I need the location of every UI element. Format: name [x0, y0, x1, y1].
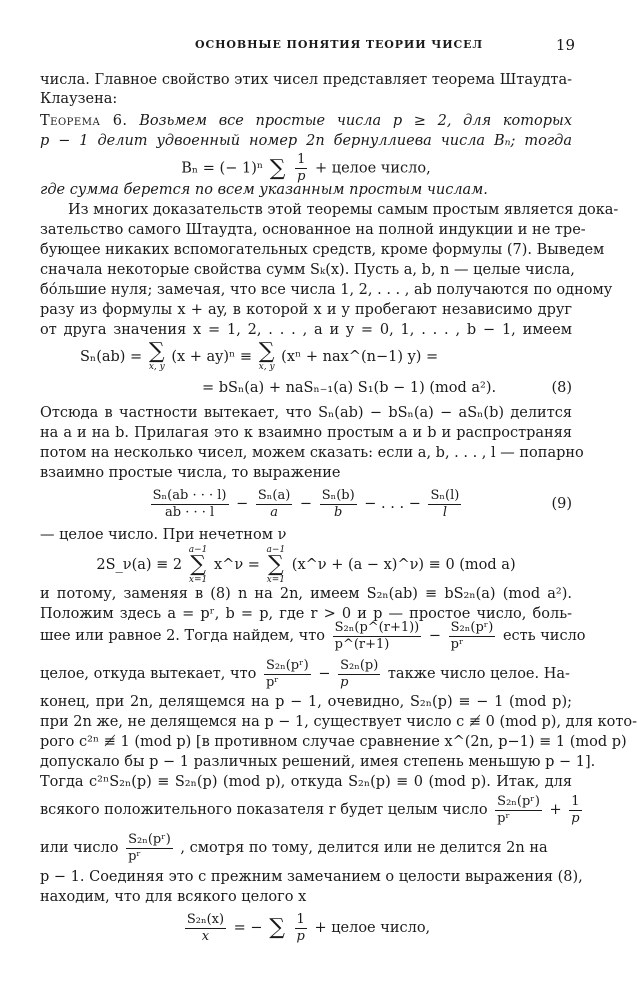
numerator: Sₙ(b)	[321, 487, 355, 503]
text-line: p − 1. Соединяя это с прежним замечанием о целости выражения (8),	[40, 869, 583, 885]
numerator: Sₙ(a)	[257, 487, 291, 503]
fraction	[256, 488, 292, 521]
text-line: — целое число. При нечетном ν	[40, 527, 287, 543]
text-line: p − 1 делит удвоенный номер 2n бернуллиева числа Bₙ; тогда	[40, 133, 572, 149]
formula-part: = bSₙ(a) + naSₙ₋₁(a) S₁(b − 1) (mod a²).	[202, 380, 497, 396]
text-line: бующее никаких вспомогательных средств, кроме формулы (7). Выведем	[40, 242, 605, 258]
text-line: Тогда c²ⁿS₂ₙ(p) ≡ S₂ₙ(p) (mod p), откуда S₂ₙ(p) ≡ 0 (mod p). Итак, для	[40, 774, 572, 790]
text-line-with-fractions: целое, откуда вытекает, что $\frac{\text{S₂ₙ(pʳ)}}{\text{pʳ}}$ − $\frac{\text{S₂ₙ(p)}}{p}$ также число целое. На-	[40, 657, 570, 690]
fraction: $\frac{\text{S₂ₙ(pʳ)}}{\text{pʳ}}$	[128, 831, 171, 864]
formula-part: (xⁿ + nax^(n−1) y) =	[281, 349, 439, 365]
text-line: конец, при 2n, делящемся на p − 1, очевидно, S₂ₙ(p) ≡ − 1 (mod p);	[40, 694, 572, 710]
sum-limits: x, y	[148, 362, 165, 372]
sum-sign: ∑ x, y	[258, 339, 275, 372]
equation-8-line-1	[80, 339, 560, 372]
denominator: ab · · · l	[151, 504, 229, 521]
theorem-statement	[40, 111, 572, 131]
odd-nu-formula	[40, 545, 572, 583]
text-line: потом на несколько чисел, можем сказать: если a, b, . . . , l — попарно	[40, 445, 584, 461]
denominator: l	[428, 504, 461, 521]
fraction: $\frac{\text{S₂ₙ(pʳ)}}{\text{pʳ}}$	[497, 793, 540, 826]
formula-part: − . . . −	[364, 496, 421, 512]
denominator: p	[297, 169, 306, 184]
text-line: где сумма берется по всем указанным простым числам.	[40, 182, 488, 198]
numerator: Sₙ(l)	[430, 487, 460, 503]
numerator: 1	[297, 152, 306, 167]
formula-part: 2S_ν(a) ≡ 2	[96, 557, 183, 573]
text-line: бо́льшие нуля; замечая, что все числа 1, 2, . . . , ab получаются по одному	[40, 282, 613, 298]
page-header	[40, 36, 575, 56]
sum-sign: ∑	[269, 155, 286, 181]
text-line-with-fractions: или число $\frac{\text{S₂ₙ(pʳ)}}{\text{pʳ}}$ , смотря по тому, делится или не делится 2n на	[40, 831, 548, 864]
sum-sign: ∑ x, y	[148, 339, 165, 372]
formula-part: Bₙ = (− 1)ⁿ	[181, 160, 264, 177]
text-line: рого c²ⁿ ≢ 1 (mod p) [в противном случае сравнение x^(2n, p−1) ≡ 1 (mod p)	[40, 734, 627, 750]
text-line: при 2n же, не делящемся на p − 1, существует число c ≢ 0 (mod p), для кото-	[40, 714, 637, 730]
text-line: числа. Главное свойство этих чисел представляет теорема Штаудта-	[40, 72, 572, 88]
text-line: Из многих доказательств этой теоремы самым простым является дока-	[68, 202, 619, 218]
fraction	[320, 488, 357, 521]
equation-number: (8)	[551, 380, 572, 396]
text-line-with-fractions: шее или равное 2. Тогда найдем, что $\frac{\text{S₂ₙ(p\textasciicircum{}(r+1))}}{p\^{}(r+1)}$ − $\frac{\text{S₂ₙ(pʳ)}}{\text{pʳ}}$ есть число	[40, 619, 586, 652]
sum-sign: a−1 ∑ x=1	[188, 545, 208, 585]
text-line: сначала некоторые свойства сумм Sₖ(x). Пусть a, b, n — целые числа,	[40, 262, 575, 278]
text-line: зательство самого Штаудта, основанное на полной индукции и не тре-	[40, 222, 586, 238]
fraction: $\frac{\text{S₂ₙ(pʳ)}}{\text{pʳ}}$	[450, 619, 494, 652]
fraction: $\frac{1}{p}$	[571, 793, 580, 826]
theorem-label: Теорема 6.	[40, 113, 128, 129]
formula-part: (x + ay)ⁿ ≡	[171, 349, 253, 365]
text-line: на a и на b. Прилагая это к взаимно простым a и b и распространяя	[40, 425, 572, 441]
formula-part: (x^ν + (a − x)^ν) ≡ 0 (mod a)	[291, 557, 516, 573]
equation-number: (9)	[551, 496, 572, 512]
fraction	[151, 488, 229, 521]
sum-sign: a−1 ∑ x=1	[266, 545, 286, 585]
text-line: от друга значения x = 1, 2, . . . , a и y = 0, 1, . . . , b − 1, имеем	[40, 322, 572, 338]
theorem-formula	[40, 152, 572, 184]
text-line: допускало бы p − 1 различных решений, имея степень меньшую p − 1].	[40, 754, 596, 770]
fraction: $\frac{\text{S₂ₙ(p\textasciicircum{}(r+1))}}{p\^{}(r+1)}$	[334, 619, 420, 652]
fraction: $\frac{\text{S₂ₙ(p)}}{p}$	[340, 657, 379, 690]
page-number: 19	[555, 36, 575, 54]
fraction: $\frac{1}{p}$	[296, 911, 305, 944]
text-line: Клаузена:	[40, 91, 118, 107]
sum-sign: ∑	[269, 915, 285, 940]
text-line: Отсюда в частности вытекает, что Sₙ(ab) − bSₙ(a) − aSₙ(b) делится	[40, 405, 572, 421]
fraction	[428, 488, 461, 521]
text-line: Положим здесь a = pʳ, b = p, где r > 0 и p — простое число, боль-	[40, 606, 572, 622]
formula-part: x^ν =	[214, 557, 260, 573]
final-formula: $\frac{\text{S₂ₙ(x)}}{x}$ = − ∑ $\frac{1}{p}$ + целое число,	[186, 911, 431, 944]
sum-limits: x, y	[258, 362, 275, 372]
fraction: $\frac{\text{S₂ₙ(pʳ)}}{\text{pʳ}}$	[265, 657, 309, 690]
running-title: ОСНОВНЫЕ ПОНЯТИЯ ТЕОРИИ ЧИСЕЛ	[195, 38, 484, 51]
numerator: Sₙ(ab · · · l)	[152, 487, 227, 503]
denominator: a	[256, 504, 292, 521]
denominator: b	[320, 504, 357, 521]
text-line: находим, что для всякого целого x	[40, 889, 307, 905]
text-line: разу из формулы x + ay, в которой x и y пробегают независимо друг	[40, 302, 572, 318]
fraction: $\frac{\text{S₂ₙ(x)}}{x}$	[186, 911, 225, 944]
formula-part: + целое число,	[315, 160, 431, 177]
text-line: взаимно простые числа, то выражение	[40, 465, 341, 481]
formula-part: Sₙ(ab) =	[80, 349, 143, 365]
equation-8-line-2	[202, 378, 572, 398]
text-line-with-fractions: всякого положительного показателя r будет целым число $\frac{\text{S₂ₙ(pʳ)}}{\text{pʳ}}$ + $\frac{1}{p}$	[40, 793, 580, 826]
theorem-text: Возьмем все простые числа p ≥ 2, для которых	[139, 113, 572, 129]
text-line: и потому, заменяя в (8) n на 2n, имеем S₂ₙ(ab) ≡ bS₂ₙ(a) (mod a²).	[40, 586, 572, 602]
equation-9: $\frac{\text{Sₙ(ab · · · l)}}{ab \cdot \cdot \cdot l}$ − $\frac{\text{Sₙ(a)}}{a}$ − $\frac{\text{Sₙ(b)}}{b}$ − . . . − $\frac{\text{Sₙ(l)}}{l}$ (9)	[40, 484, 572, 524]
